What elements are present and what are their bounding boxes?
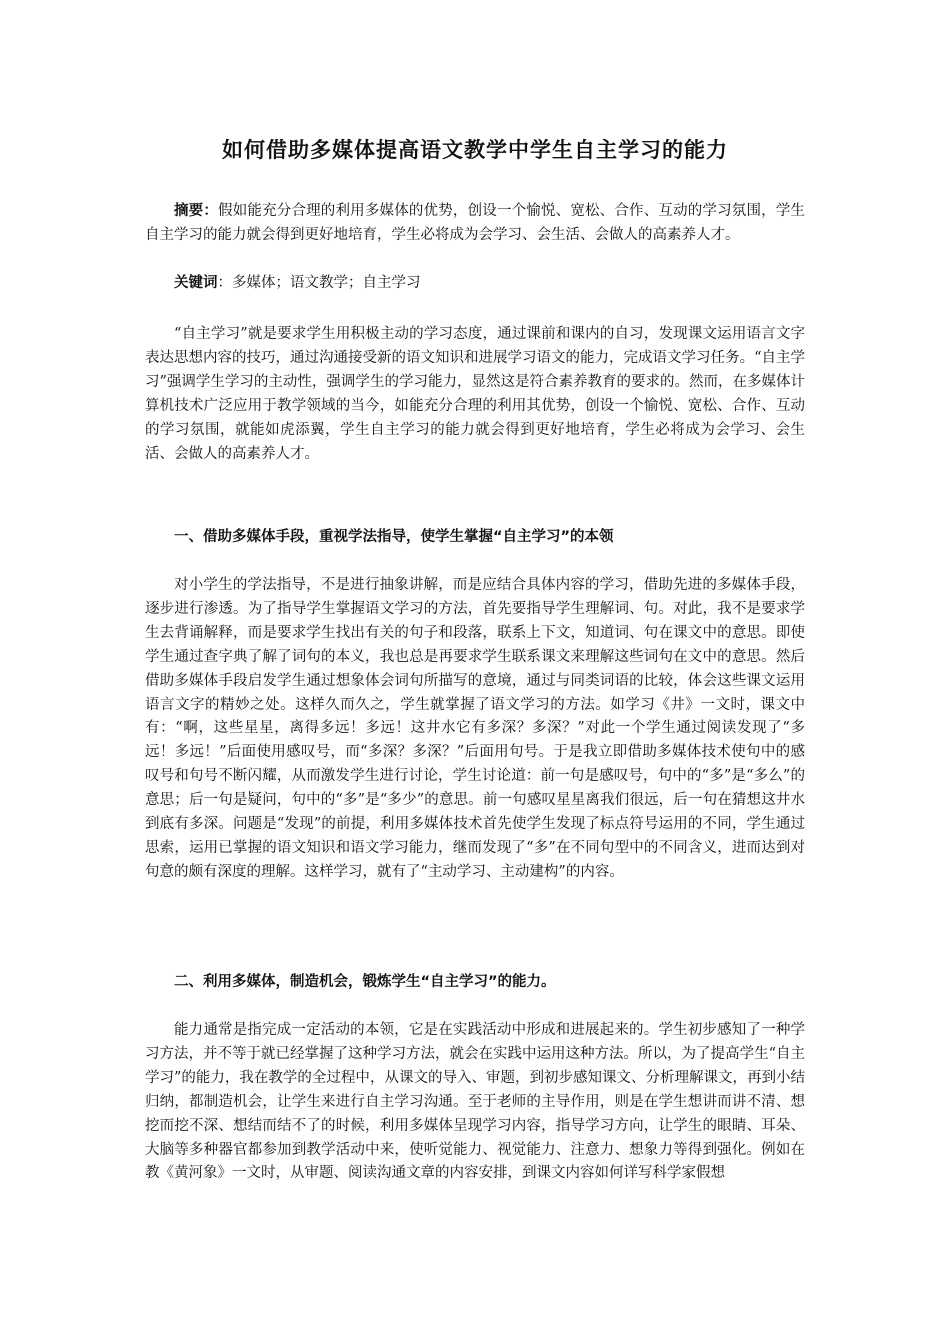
abstract-paragraph (145, 200, 805, 248)
abstract-label: 摘要 (174, 203, 204, 219)
abstract-separator: ： (203, 203, 219, 219)
keywords-separator: ： (217, 275, 232, 291)
keywords-label: 关键词 (174, 275, 218, 291)
section-1-heading: 一、借助多媒体手段，重视学法指导，使学生掌握“自主学习”的本领 (174, 529, 614, 545)
keywords-paragraph (145, 272, 805, 296)
intro-paragraph: “自主学习”就是要求学生用积极主动的学习态度，通过课前和课内的自习，发现课文运用语言文字表达思想内容的技巧，通过沟通接受新的语文知识和进展学习语文的能力，完成语文学习任务。“自主学习”强调学生学习的主动性，强调学生的学习能力，显然这是符合素养教育的要求的。然而，在多媒体计算机技术广泛应用于教学领域的当今，如能充分合理的利用其优势，创设一个愉悦、宽松、合作、互动的学习氛围，就能如虎添翼，学生自主学习的能力就会得到更好地培育，学生必将成为会学习、会生活、会做人的高素养人才。 (145, 326, 805, 462)
section-2-heading: 二、利用多媒体，制造机会，锻炼学生“自主学习”的能力。 (174, 974, 556, 990)
document-title: 如何借助多媒体提高语文教学中学生自主学习的能力 (222, 138, 728, 162)
section-1-body: 对小学生的学法指导，不是进行抽象讲解，而是应结合具体内容的学习，借助先进的多媒体手段，逐步进行渗透。为了指导学生掌握语文学习的方法，首先要指导学生理解词、句。对此，我不是要求学生去背诵解释，而是要求学生找出有关的句子和段落，联系上下文，知道词、句在课文中的意思。即使学生通过查字典了解了词句的本义，我也总是再要求学生联系课文来理解这些词句在文中的意思。然后借助多媒体手段启发学生通过想象体会词句所描写的意境，通过与同类词语的比较，体会这些课文运用语言文字的精妙之处。这样久而久之，学生就掌握了语文学习的方法。如学习《井》一文时，课文中有：“啊，这些星星，离得多远！多远！这井水它有多深？多深？”对此一个学生通过阅读发现了“多远！多远！”后面使用感叹号，而“多深？多深？”后面用句号。于是我立即借助多媒体技术使句中的感叹号和句号不断闪耀，从而激发学生进行讨论，学生讨论道：前一句是感叹号，句中的“多”是“多么”的意思；后一句是疑问，句中的“多”是“多少”的意思。前一句感叹星星离我们很远，后一句在猜想这井水到底有多深。问题是“发现”的前提，利用多媒体技术首先使学生发现了标点符号运用的不同，学生通过思索，运用已掌握的语文知识和语文学习能力，继而发现了“多”在不同句型中的不同含义，进而达到对句意的颇有深度的理解。这样学习，就有了“主动学习、主动建构”的内容。 (145, 577, 805, 880)
keywords-text: 多媒体；语文教学；自主学习 (232, 275, 421, 291)
abstract-text: 假如能充分合理的利用多媒体的优势，创设一个愉悦、宽松、合作、互动的学习氛围，学生自主学习的能力就会得到更好地培育，学生必将成为会学习、会生活、会做人的高素养人才。 (145, 203, 806, 243)
section-2-body: 能力通常是指完成一定活动的本领，它是在实践活动中形成和进展起来的。学生初步感知了一种学习方法，并不等于就已经掌握了这种学习方法，就会在实践中运用这种方法。所以，为了提高学生“自主学习”的能力，我在教学的全过程中，从课文的导入、审题，到初步感知课文、分析理解课文，再到小结归纳，都制造机会，让学生来进行自主学习沟通。至于老师的主导作用，则是在学生想讲而讲不清、想挖而挖不深、想结而结不了的时候，利用多媒体呈现学习内容，指导学习方向，让学生的眼睛、耳朵、大脑等多种器官都参加到教学活动中来，使听觉能力、视觉能力、注意力、想象力等得到强化。例如在教《黄河象》一文时，从审题、阅读沟通文章的内容安排，到课文内容如何详写科学家假想 (145, 1022, 805, 1182)
